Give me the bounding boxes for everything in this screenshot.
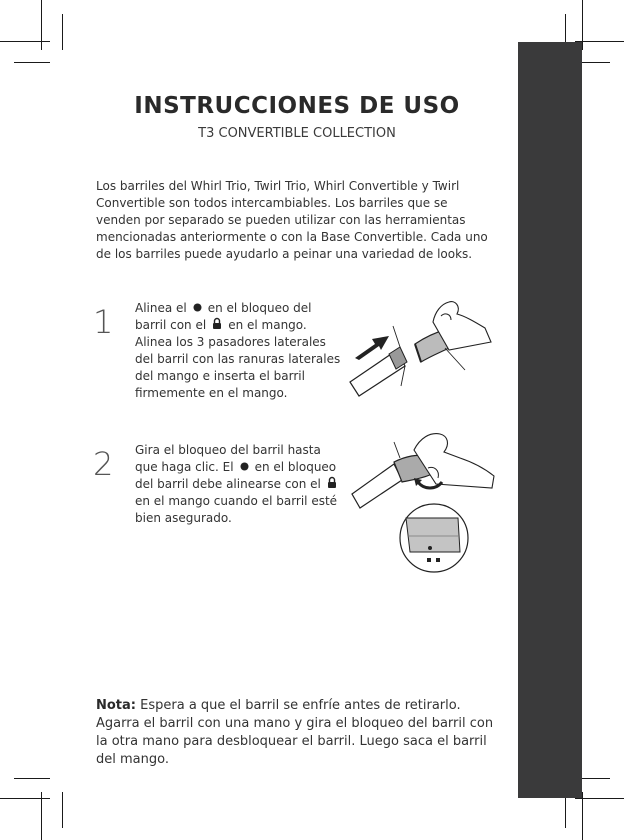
step-number: 1 bbox=[93, 303, 114, 341]
step-text-segment: Gira el bloqueo del barril hasta que haga clic. El bbox=[135, 443, 321, 474]
crop-mark bbox=[14, 778, 50, 779]
note-text: Espera a que el barril se enfríe antes de retirarlo. Agarra el barril con una mano y gira el bloqueo del barril con la otra mano para desbloquear el barril. Luego saca el barril del mango. bbox=[96, 698, 494, 767]
crop-mark bbox=[0, 798, 50, 799]
crop-mark bbox=[62, 792, 63, 828]
step-text-segment: en el bloqueo del barril con el bbox=[135, 301, 312, 332]
lock-icon bbox=[212, 317, 222, 334]
crop-mark bbox=[41, 0, 42, 50]
side-tab bbox=[518, 42, 582, 798]
crop-mark bbox=[582, 0, 583, 50]
crop-mark bbox=[41, 792, 42, 840]
dot-icon bbox=[193, 300, 202, 317]
step-2-text bbox=[135, 442, 345, 527]
intro-paragraph: Los barriles del Whirl Trio, Twirl Trio, Whirl Convertible y Twirl Convertible son todos intercambiables. Los barriles que se venden por separado se pueden utilizar con las herramientas mencionadas anteriormente o con la Base Convertible. Cada uno de los barriles puede ayudarlo a peinar una variedad de looks. bbox=[96, 179, 488, 261]
page-subtitle: T3 CONVERTIBLE COLLECTION bbox=[198, 126, 396, 141]
step-text-segment: en el mango. Alinea los 3 pasadores laterales del barril con las ranuras laterales del mango e inserta el barril firmemente en el mango. bbox=[135, 318, 341, 400]
step-text-segment: Alinea el bbox=[135, 301, 187, 315]
step-1-illustration bbox=[345, 292, 495, 402]
page-title: INSTRUCCIONES DE USO bbox=[134, 93, 460, 119]
crop-mark bbox=[14, 62, 50, 63]
note-label: Nota: bbox=[96, 698, 136, 713]
crop-mark bbox=[0, 41, 50, 42]
crop-mark bbox=[62, 14, 63, 50]
crop-mark bbox=[575, 798, 624, 799]
lock-icon bbox=[327, 476, 337, 493]
step-1-text bbox=[135, 300, 345, 402]
step-number: 2 bbox=[93, 445, 114, 483]
step-text-segment: en el bloqueo del barril debe alinearse con el bbox=[135, 460, 337, 491]
dot-icon bbox=[240, 459, 249, 476]
crop-mark bbox=[575, 41, 624, 42]
note-paragraph bbox=[96, 697, 506, 769]
crop-mark bbox=[582, 792, 583, 840]
step-text-segment: en el mango cuando el barril esté bien asegurado. bbox=[135, 494, 338, 525]
step-2-illustration bbox=[348, 428, 498, 578]
